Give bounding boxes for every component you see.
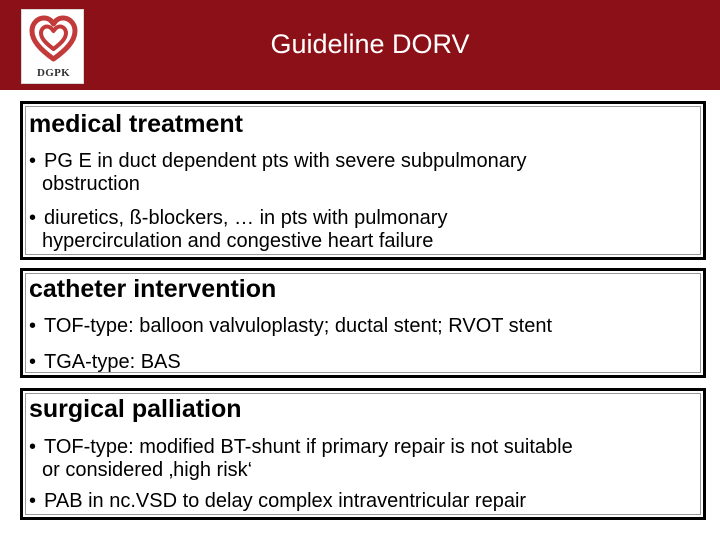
logo-text: DGPK (37, 67, 70, 79)
slide-title: Guideline DORV (270, 29, 470, 59)
heart-logo-icon (28, 13, 79, 65)
section-medical-treatment (20, 101, 706, 260)
bullet-text: PG E in duct dependent pts with severe subpulmonary (44, 150, 527, 172)
bullet-item (29, 315, 689, 338)
bullet-item (29, 150, 689, 196)
bullet-item (29, 351, 689, 374)
section-title: surgical palliation (29, 395, 242, 423)
bullet-marker: • (29, 490, 37, 512)
section-catheter-intervention (20, 268, 706, 378)
bullet-text-continuation: or considered ‚high risk‘ (42, 459, 253, 481)
bullet-text: TOF-type: modified BT-shunt if primary repair is not suitable (44, 436, 573, 458)
bullet-item (29, 436, 689, 482)
bullet-text: diuretics, ß-blockers, … in pts with pulmonary (44, 207, 448, 229)
bullet-text-continuation: obstruction (42, 173, 140, 195)
section-surgical-palliation (20, 388, 706, 520)
section-title: catheter intervention (29, 275, 277, 303)
slide-header (0, 0, 720, 90)
bullet-marker: • (29, 315, 37, 337)
bullet-marker: • (29, 150, 37, 172)
bullet-marker: • (29, 436, 37, 458)
bullet-marker: • (29, 207, 37, 229)
bullet-item (29, 207, 689, 253)
bullet-text: PAB in nc.VSD to delay complex intraventricular repair (44, 490, 527, 512)
bullet-text: TGA-type: BAS (44, 351, 181, 373)
bullet-text-continuation: hypercirculation and congestive heart failure (42, 230, 434, 252)
dgpk-logo (21, 9, 84, 84)
bullet-marker: • (29, 351, 37, 373)
bullet-item (29, 490, 689, 513)
bullet-text: TOF-type: balloon valvuloplasty; ductal stent; RVOT stent (44, 315, 553, 337)
section-title: medical treatment (29, 110, 243, 138)
